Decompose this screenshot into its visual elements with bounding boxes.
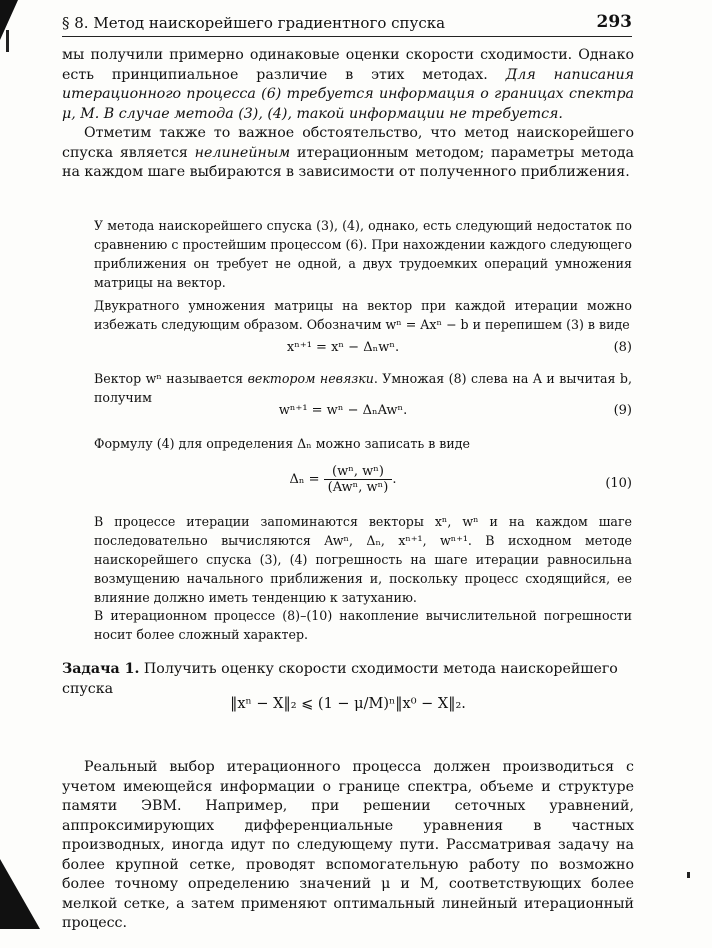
equation-9 (94, 403, 632, 425)
small-paragraph-3-italic: вектором невязки (247, 371, 374, 386)
equation-10-denominator: (Awⁿ, wⁿ) (327, 480, 389, 495)
section-title: § 8. Метод наискорейшего градиентного спуска (62, 14, 446, 32)
page-number: 293 (596, 12, 632, 32)
paragraph-2 (62, 124, 634, 183)
small-paragraph-2 (94, 296, 632, 334)
equation-8-body: xⁿ⁺¹ = xⁿ − Δₙwⁿ. (286, 340, 400, 355)
scan-shadow-corner (0, 0, 18, 40)
paragraph-2-text-a: Отметим также то важное обстоятельство, что метод наискорейшего спуска является (62, 125, 634, 161)
equation-10-fraction (324, 464, 393, 495)
paragraph-3-text: Реальный выбор итерационного процесса должен производиться с учетом имеющейся информации о границе спектра, объеме и структуре памяти ЭВМ. Например, при решении сеточных уравнений, аппроксимирующих дифференциальные уравнения в частных производных, иногда идут по следующему пути. Рассматривая задачу на более крупной сетке, проводят вспомогательную работу по возможно более точному определению значений μ и M, соответствующих более мелкой сетке, а затем применяют оптимальный линейный итерационный процесс. (62, 759, 634, 932)
scan-speck (687, 872, 690, 878)
equation-10 (94, 464, 632, 504)
scan-shadow-edge (6, 30, 9, 52)
task-label: Задача 1. (62, 661, 140, 677)
paragraph-2-italic: нелинейным (194, 144, 291, 161)
small-paragraph-1-text: У метода наискорейшего спуска (3), (4), однако, есть следующий недостаток по сравнению с простейшим процессом (6). При нахождении каждого следующего приближения он требует не одной, а двух трудоемких операций умножения матрицы на вектор. (94, 218, 632, 290)
equation-10-tail: . (392, 472, 397, 487)
task-text: Получить оценку скорости сходимости метода наискорейшего спуска (62, 661, 618, 697)
small-paragraph-3-text-b: . Умножая (8) слева на A и вычитая b, получим (94, 371, 632, 405)
small-paragraph-4 (94, 434, 632, 453)
small-paragraph-5 (94, 512, 632, 607)
equation-10-lhs: Δₙ = (289, 472, 320, 487)
paragraph-1-italic: Для написания итерационного процесса (6) требуется информация о границах спектра μ, M. В случае метода (3), (4), такой информации не требуется. (62, 66, 634, 122)
equation-8 (94, 340, 632, 362)
scan-shadow-corner-bottom (0, 859, 40, 929)
small-paragraph-4-text: Формулу (4) для определения Δₙ можно записать в виде (94, 436, 470, 451)
equation-9-body: wⁿ⁺¹ = wⁿ − ΔₙAwⁿ. (278, 403, 408, 418)
equation-8-number: (8) (613, 340, 632, 355)
small-paragraph-3 (94, 369, 632, 407)
running-header (62, 14, 632, 37)
equation-10-body (94, 464, 592, 495)
small-paragraph-6 (94, 606, 632, 644)
equation-10-numerator: (wⁿ, wⁿ) (324, 464, 393, 480)
small-paragraph-2-text: Двукратного умножения матрицы на вектор при каждой итерации можно избежать следующим образом. Обозначим wⁿ = Axⁿ − b и перепишем (3) в виде (94, 298, 632, 332)
small-paragraph-3-text-a: Вектор wⁿ называется (94, 371, 248, 386)
paragraph-1-text: мы получили примерно одинаковые оценки скорости сходимости. Однако есть принципиальное различие в этих методах. (62, 47, 634, 83)
small-paragraph-6-text: В итерационном процессе (8)–(10) накопление вычислительной погрешности носит более сложный характер. (94, 608, 632, 642)
task-equation: ‖xⁿ − X‖₂ ⩽ (1 − μ/M)ⁿ‖x⁰ − X‖₂. (230, 696, 466, 712)
task-statement (62, 660, 634, 699)
paragraph-2-text-b: итерационным методом; параметры метода на каждом шаге выбираются в зависимости от полученного приближения. (62, 144, 634, 180)
small-paragraph-1 (94, 216, 632, 292)
equation-9-number: (9) (613, 403, 632, 418)
equation-10-number: (10) (605, 476, 632, 491)
paragraph-1 (62, 46, 634, 124)
small-paragraph-5-text: В процессе итерации запоминаются векторы xⁿ, wⁿ и на каждом шаге последовательно вычисляются Awⁿ, Δₙ, xⁿ⁺¹, wⁿ⁺¹. В исходном методе наискорейшего спуска (3), (4) погрешность на шаге итерации равносильна возмущению начального приближения и, поскольку процесс сходящийся, ее влияние должно иметь тенденцию к затуханию. (94, 514, 632, 605)
paragraph-3 (62, 744, 634, 948)
